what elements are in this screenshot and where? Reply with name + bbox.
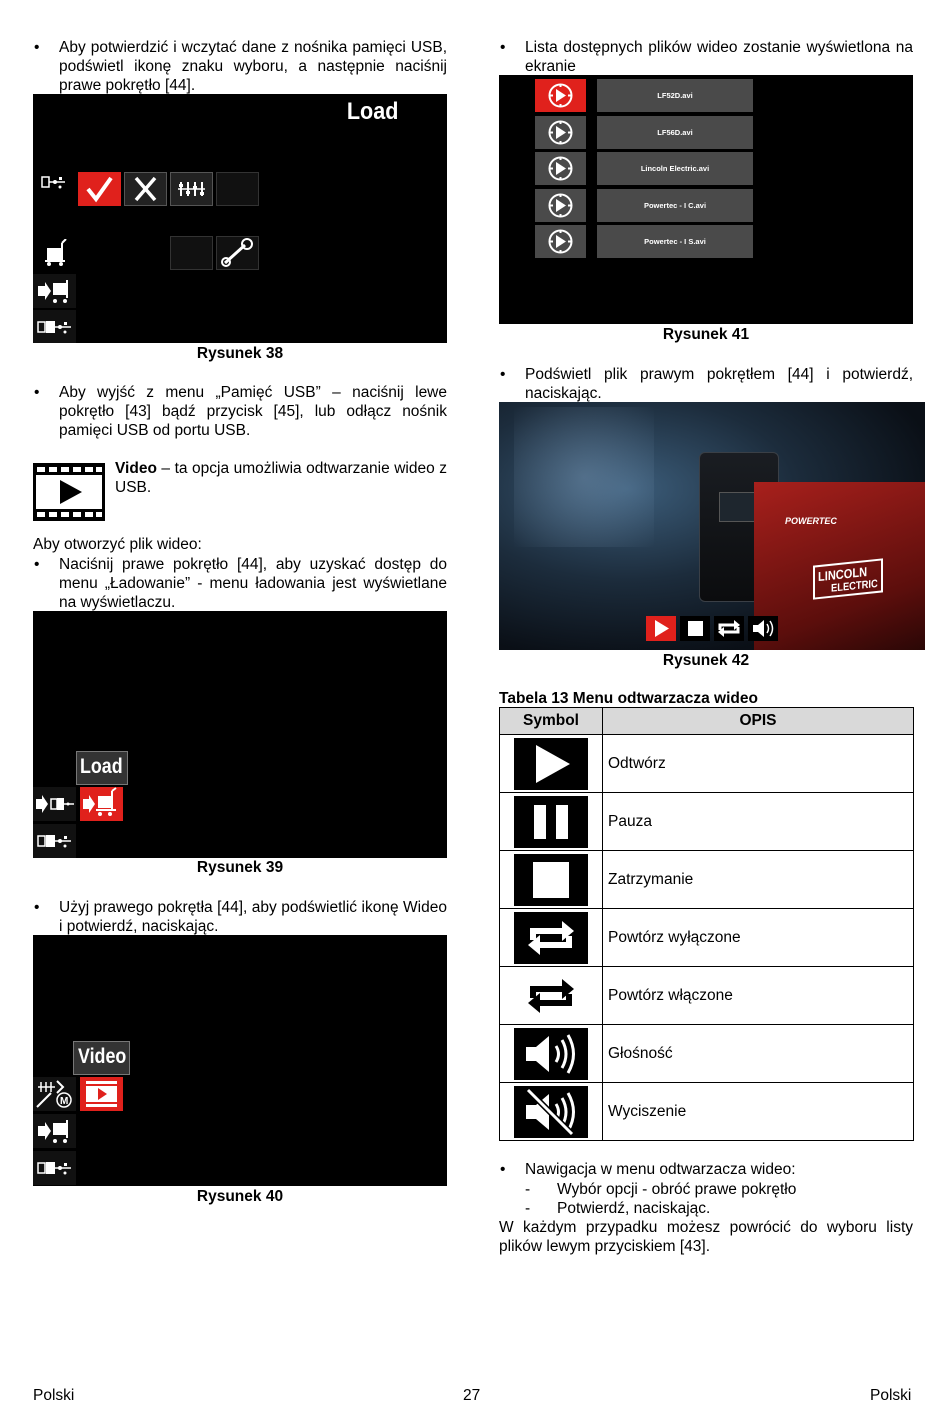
load-title: Load — [346, 98, 399, 125]
settings-button[interactable] — [170, 172, 213, 206]
save-to-memory-icon — [33, 1114, 76, 1148]
stop-icon — [680, 616, 710, 641]
bullet: • — [34, 899, 40, 916]
load-label-box — [76, 751, 128, 785]
video-film-icon — [80, 1077, 123, 1111]
dash: - — [525, 1200, 531, 1217]
column-header-symbol: Symbol — [500, 708, 603, 735]
usb-drive-icon — [33, 310, 76, 343]
check-button[interactable] — [78, 172, 121, 206]
figure-40-caption: Rysunek 40 — [196, 1188, 284, 1205]
figure-39-screen — [33, 611, 447, 858]
table-cell-label: Pauza — [603, 793, 914, 851]
instruction-select-video: • Użyj prawego pokrętła [44], aby podświetlić ikonę Wideo i potwierdź, naciskając. — [34, 899, 447, 935]
repeat-button[interactable] — [714, 616, 744, 641]
video-file-name[interactable]: LF52D.avi — [597, 79, 753, 112]
video-file-icon[interactable] — [535, 79, 586, 112]
save-to-usb-icon — [33, 787, 76, 821]
wrench-icon — [217, 237, 258, 269]
video-player-menu-table — [499, 707, 914, 1141]
usb-sidebar-item[interactable] — [33, 1151, 76, 1185]
instruction-open-load: • Naciśnij prawe pokrętło [44], aby uzyskać dostęp do menu „Ładowanie” - menu ładowania jest wyświetlane na wyświetlaczu. — [34, 556, 447, 611]
process-sidebar-item[interactable] — [33, 1077, 76, 1111]
bullet: • — [34, 384, 40, 401]
table-cell-label: Zatrzymanie — [603, 851, 914, 909]
video-file-icon[interactable] — [535, 152, 586, 185]
figure-40-screen — [33, 935, 447, 1186]
welder-display — [719, 492, 759, 522]
table-row — [500, 851, 914, 909]
play-icon — [646, 616, 676, 641]
play-button[interactable] — [646, 616, 676, 641]
load-label: Load — [80, 755, 123, 778]
table-cell-label: Głośność — [603, 1025, 914, 1083]
table-title: Tabela 13 Menu odtwarzacza wideo — [499, 690, 758, 707]
table-row — [500, 967, 914, 1025]
video-button[interactable] — [80, 1077, 123, 1111]
cancel-button[interactable] — [124, 172, 167, 206]
video-file-icon[interactable] — [535, 116, 586, 149]
table-header-row — [500, 708, 914, 735]
table-cell-label: Powtórz wyłączone — [603, 909, 914, 967]
table-row — [500, 735, 914, 793]
video-film-icon — [33, 463, 105, 521]
repeat-on-icon — [514, 970, 588, 1022]
film-reel-icon — [535, 189, 586, 222]
video-option-description: Video – ta opcja umożliwia odtwarzanie wideo z USB. — [115, 460, 447, 496]
usb-sidebar-item[interactable] — [33, 824, 76, 858]
save-sidebar-item[interactable] — [33, 787, 76, 821]
empty-slot — [170, 236, 213, 270]
repeat-off-icon — [514, 912, 588, 964]
check-icon — [78, 172, 121, 206]
film-reel-icon — [535, 116, 586, 149]
video-file-icon[interactable] — [535, 225, 586, 258]
navigation-intro: • Nawigacja w menu odtwarzacza wideo: — [500, 1161, 796, 1178]
footer-language-right: Polski — [870, 1387, 912, 1404]
bullet: • — [500, 1161, 506, 1178]
table-row — [500, 1083, 914, 1141]
usb-sidebar-item[interactable] — [33, 310, 76, 343]
load-from-memory-icon — [80, 787, 123, 821]
bullet: • — [34, 556, 40, 573]
video-label: Video — [78, 1045, 127, 1068]
table-row — [500, 909, 914, 967]
figure-38-screen — [33, 94, 447, 343]
volume-icon — [748, 616, 778, 641]
empty-slot — [216, 172, 259, 206]
background-light — [514, 407, 654, 547]
table-row — [500, 793, 914, 851]
dash: - — [525, 1181, 531, 1198]
figure-39-caption: Rysunek 39 — [196, 859, 284, 876]
figure-41-screen — [499, 75, 913, 324]
bullet: • — [34, 39, 40, 56]
usb-drive-icon — [33, 824, 76, 858]
figure-42-video-frame — [499, 402, 925, 650]
brand-powertec: POWERTEC — [785, 516, 837, 526]
video-label-box — [73, 1041, 130, 1075]
film-reel-icon — [535, 79, 586, 112]
table-cell-label: Wyciszenie — [603, 1083, 914, 1141]
figure-42-caption: Rysunek 42 — [662, 652, 750, 669]
instruction-file-list: • Lista dostępnych plików wideo zostanie wyświetlona na ekranie — [500, 39, 913, 75]
table-cell-label: Powtórz włączone — [603, 967, 914, 1025]
brand-lincoln: LINCOLN — [818, 563, 868, 585]
load-button[interactable] — [80, 787, 123, 821]
page-number: 27 — [463, 1387, 481, 1404]
figure-41-caption: Rysunek 41 — [662, 326, 750, 343]
video-file-name[interactable]: Powertec - I S.avi — [597, 225, 753, 258]
mute-icon — [514, 1086, 588, 1138]
save-sidebar-item[interactable] — [33, 1114, 76, 1148]
stop-icon — [514, 854, 588, 906]
footer-language-left: Polski — [33, 1387, 75, 1404]
volume-icon — [514, 1028, 588, 1080]
save-to-memory-icon — [33, 274, 76, 308]
brand-electric: ELECTRIC — [831, 577, 878, 595]
film-reel-icon — [535, 225, 586, 258]
video-file-icon[interactable] — [535, 189, 586, 222]
close-icon — [125, 173, 166, 205]
tools-button[interactable] — [216, 236, 259, 270]
svg-text:M: M — [60, 1096, 69, 1107]
save-sidebar-item[interactable] — [33, 274, 76, 308]
table-cell-label: Odtwórz — [603, 735, 914, 793]
volume-button[interactable] — [748, 616, 778, 641]
open-video-intro: Aby otworzyć plik wideo: — [33, 536, 202, 553]
bullet: • — [500, 366, 506, 383]
film-reel-icon — [535, 152, 586, 185]
video-file-name[interactable]: LF56D.avi — [597, 116, 753, 149]
instruction-confirm-usb: • Aby potwierdzić i wczytać dane z nośnika pamięci USB, podświetl ikonę znaku wyboru, a następnie naciśnij prawe pokrętło [44]. — [34, 39, 447, 94]
usb-icon — [41, 174, 67, 190]
return-note: W każdym przypadku możesz powrócić do wyboru listy plików lewym przyciskiem [43]. — [499, 1219, 913, 1255]
pause-icon — [514, 796, 588, 848]
video-file-name[interactable]: Lincoln Electric.avi — [597, 152, 753, 185]
sliders-icon — [171, 173, 212, 205]
column-header-description: OPIS — [603, 708, 914, 735]
instruction-highlight-file: • Podświetl plik prawym pokrętłem [44] i potwierdź, naciskając. — [500, 366, 913, 402]
table-row — [500, 1025, 914, 1083]
play-icon — [514, 738, 588, 790]
stop-button[interactable] — [680, 616, 710, 641]
load-cart-icon — [41, 239, 69, 267]
welding-params-icon — [33, 1077, 76, 1111]
instruction-exit-usb: • Aby wyjść z menu „Pamięć USB” – naciśnij lewe pokrętło [43] bądź przycisk [45], lub odłącz nośnik pamięci USB od portu USB. — [34, 384, 447, 439]
repeat-icon — [714, 616, 744, 641]
bullet: • — [500, 39, 506, 56]
usb-drive-icon — [33, 1151, 76, 1185]
video-file-name[interactable]: Powertec - I C.avi — [597, 189, 753, 222]
figure-38-caption: Rysunek 38 — [196, 345, 284, 362]
